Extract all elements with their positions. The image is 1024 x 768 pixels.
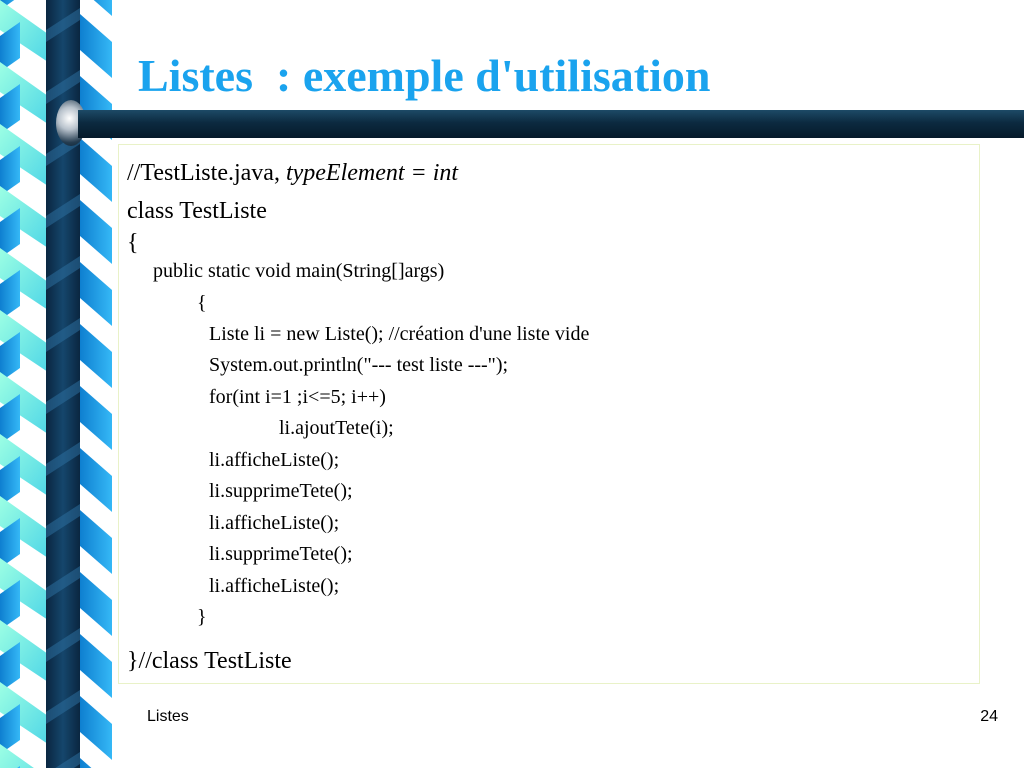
ribbon-blue-tile — [80, 324, 112, 388]
code-header-line — [127, 159, 458, 187]
code-statement: Liste li = new Liste(); //création d'une liste vide — [209, 323, 590, 345]
code-statement: System.out.println("--- test liste ---"); — [209, 354, 509, 376]
code-class-close: }//class TestListe — [127, 648, 292, 674]
ribbon-blue-tile — [80, 386, 112, 450]
code-statement: li.supprimeTete(); — [209, 543, 353, 565]
ribbon-blue-tile — [80, 448, 112, 512]
page-number: 24 — [980, 708, 998, 725]
code-header-plain: //TestListe.java, — [127, 160, 286, 186]
ribbon-blue-tile — [80, 14, 112, 78]
ribbon-blue-tile — [80, 572, 112, 636]
ribbon-blue-tile — [80, 510, 112, 574]
slide-title: Listes : exemple d'utilisation — [138, 50, 711, 101]
code-statement: li.afficheListe(); — [209, 449, 340, 471]
code-class-declaration: class TestListe — [127, 198, 267, 224]
ribbon-blue-tile — [80, 200, 112, 264]
code-statement: li.afficheListe(); — [209, 512, 340, 534]
ribbon-blue-tile — [80, 696, 112, 760]
code-box — [118, 144, 980, 684]
ribbon-blue-tile — [80, 0, 112, 16]
code-statement: li.supprimeTete(); — [209, 480, 353, 502]
ribbon-blue-tile — [80, 758, 112, 768]
code-statement: for(int i=1 ;i<=5; i++) — [209, 386, 386, 408]
code-method-open-brace: { — [197, 292, 207, 314]
ribbon-blue-tile — [80, 634, 112, 698]
code-open-brace: { — [127, 230, 139, 256]
title-underline-bar — [78, 110, 1024, 138]
code-method-close-brace: } — [197, 606, 207, 628]
code-statement: li.afficheListe(); — [209, 575, 340, 597]
code-header-italic: typeElement = int — [285, 160, 459, 186]
ribbon-blue-tile — [80, 138, 112, 202]
footer-label: Listes — [147, 708, 189, 725]
code-statement: li.ajoutTete(i); — [279, 417, 394, 439]
code-method-declaration: public static void main(String[]args) — [153, 260, 445, 282]
ribbon-blue-tile — [80, 262, 112, 326]
